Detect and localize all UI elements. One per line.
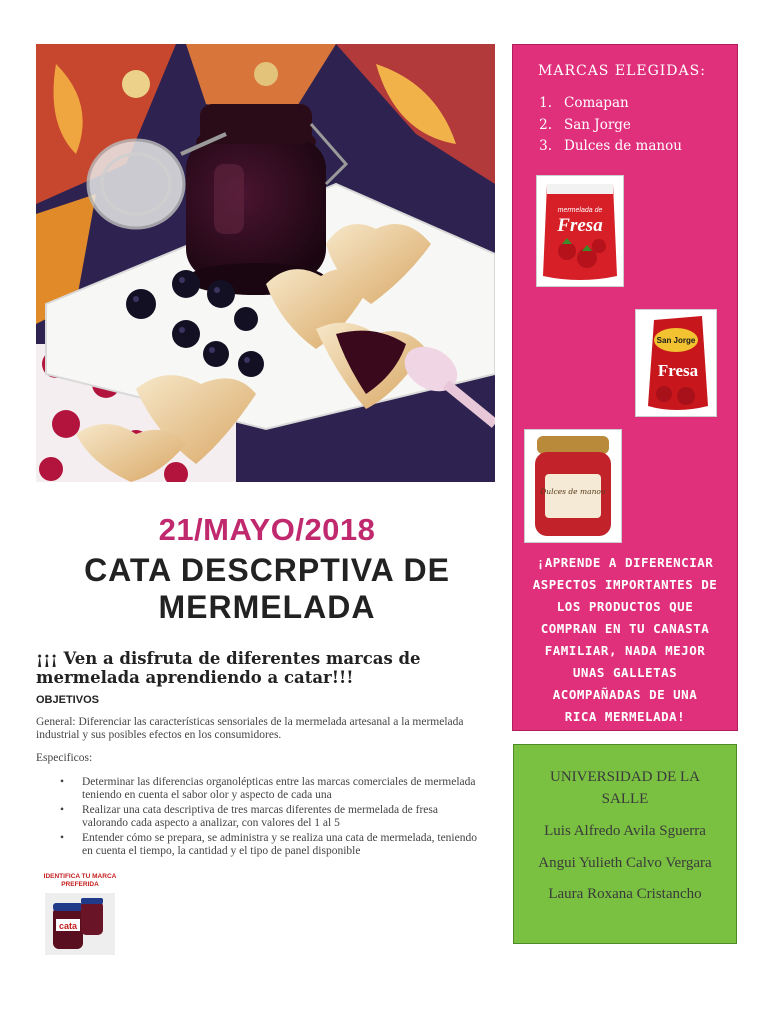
list-item <box>36 776 486 802</box>
list-item <box>36 804 486 830</box>
product-dulces-de-manou-image <box>524 429 622 543</box>
list-item <box>36 832 486 858</box>
author-name: Luis Alfredo Avila Sguerra <box>544 823 706 839</box>
jam-pouch-icon <box>537 176 623 286</box>
title-line-2: MERMELADA <box>158 589 376 625</box>
promo-line: RICA MERMELADA! <box>564 709 686 724</box>
brands-panel <box>512 44 738 731</box>
promo-line: ACOMPAÑADAS DE UNA <box>552 687 698 702</box>
general-objective: General: Diferenciar las características sensoriales de la mermelada artesanal a la mermelada industrial y sus posibles efectos en los consumidores. <box>36 716 464 741</box>
bullet: • <box>60 804 65 816</box>
product-1-name: Fresa <box>557 215 603 236</box>
promo-line: ¡APRENDE A DIFERENCIAR <box>536 555 714 570</box>
jam-jar-icon <box>525 430 621 542</box>
promo-line: LOS PRODUCTOS QUE <box>556 599 694 614</box>
product-san-jorge-image <box>635 309 717 417</box>
list-item-text: Realizar una cata descriptiva de tres marcas diferentes de mermelada de fresa valorando cada aspecto a analizar, con valores del 1 al 5 <box>82 804 438 829</box>
jam-jar-photo <box>36 44 495 482</box>
product-comapan-image <box>536 175 624 287</box>
brands-title: MARCAS ELEGIDAS: <box>538 63 706 79</box>
brand-item <box>528 93 682 115</box>
jam-pouch-icon <box>636 310 716 416</box>
credits-panel <box>513 744 737 944</box>
tagline: ¡¡¡ Ven a disfruta de diferentes marcas de mermelada aprendiendo a catar!!! <box>36 649 421 687</box>
brand-name: Comapan <box>564 95 629 111</box>
university-name-line-1: UNIVERSIDAD DE LA <box>550 769 700 785</box>
product-3-label: Dulces de manou <box>540 487 606 496</box>
brand-number: 3. <box>539 138 552 154</box>
page-title <box>36 552 498 626</box>
event-date: 21/MAYO/2018 <box>158 512 376 547</box>
identify-caption: IDENTIFICA TU MARCA PREFERIDA <box>43 873 117 888</box>
brand-name: Dulces de manou <box>564 138 682 154</box>
specific-objectives-list <box>36 776 486 860</box>
product-2-subtitle: Fresa <box>657 361 699 380</box>
objectives-heading: OBJETIVOS <box>36 694 99 706</box>
author-name: Laura Roxana Cristancho <box>548 886 702 902</box>
list-item-text: Determinar las diferencias organolépticas entre las marcas comerciales de mermelada teniendo en cuenta el sabor olor y aspecto de cada una <box>82 776 476 801</box>
promo-line: COMPRAN EN TU CANASTA <box>540 621 710 636</box>
brand-item <box>528 115 682 137</box>
promo-line: FAMILIAR, NADA MEJOR <box>544 643 706 658</box>
brands-list <box>528 93 682 158</box>
bullet: • <box>60 776 65 788</box>
promo-line: UNAS GALLETAS <box>572 665 678 680</box>
author-name: Angui Yulieth Calvo Vergara <box>538 855 712 871</box>
tasting-jars-icon <box>45 893 115 955</box>
title-line-1: CATA DESCRPTIVA DE <box>84 552 450 588</box>
product-2-name: San Jorge <box>656 336 696 345</box>
university-name-line-2: SALLE <box>601 791 649 807</box>
brand-number: 1. <box>539 95 552 111</box>
hero-photo <box>36 44 495 482</box>
promo-message <box>519 552 731 728</box>
product-1-subtitle: mermelada de <box>557 207 603 214</box>
brand-item <box>528 136 682 158</box>
specifics-label: Especificos: <box>36 752 93 764</box>
jar-label: cata <box>58 921 78 931</box>
identify-brand-image <box>36 873 124 955</box>
bullet: • <box>60 832 65 844</box>
promo-line: ASPECTOS IMPORTANTES DE <box>532 577 718 592</box>
brand-number: 2. <box>539 116 552 133</box>
list-item-text: Entender cómo se prepara, se administra y se realiza una cata de mermelada, teniendo en cuenta el tiempo, la cantidad y el tipo de panel disponible <box>82 832 477 857</box>
brand-name: San Jorge <box>564 116 631 133</box>
